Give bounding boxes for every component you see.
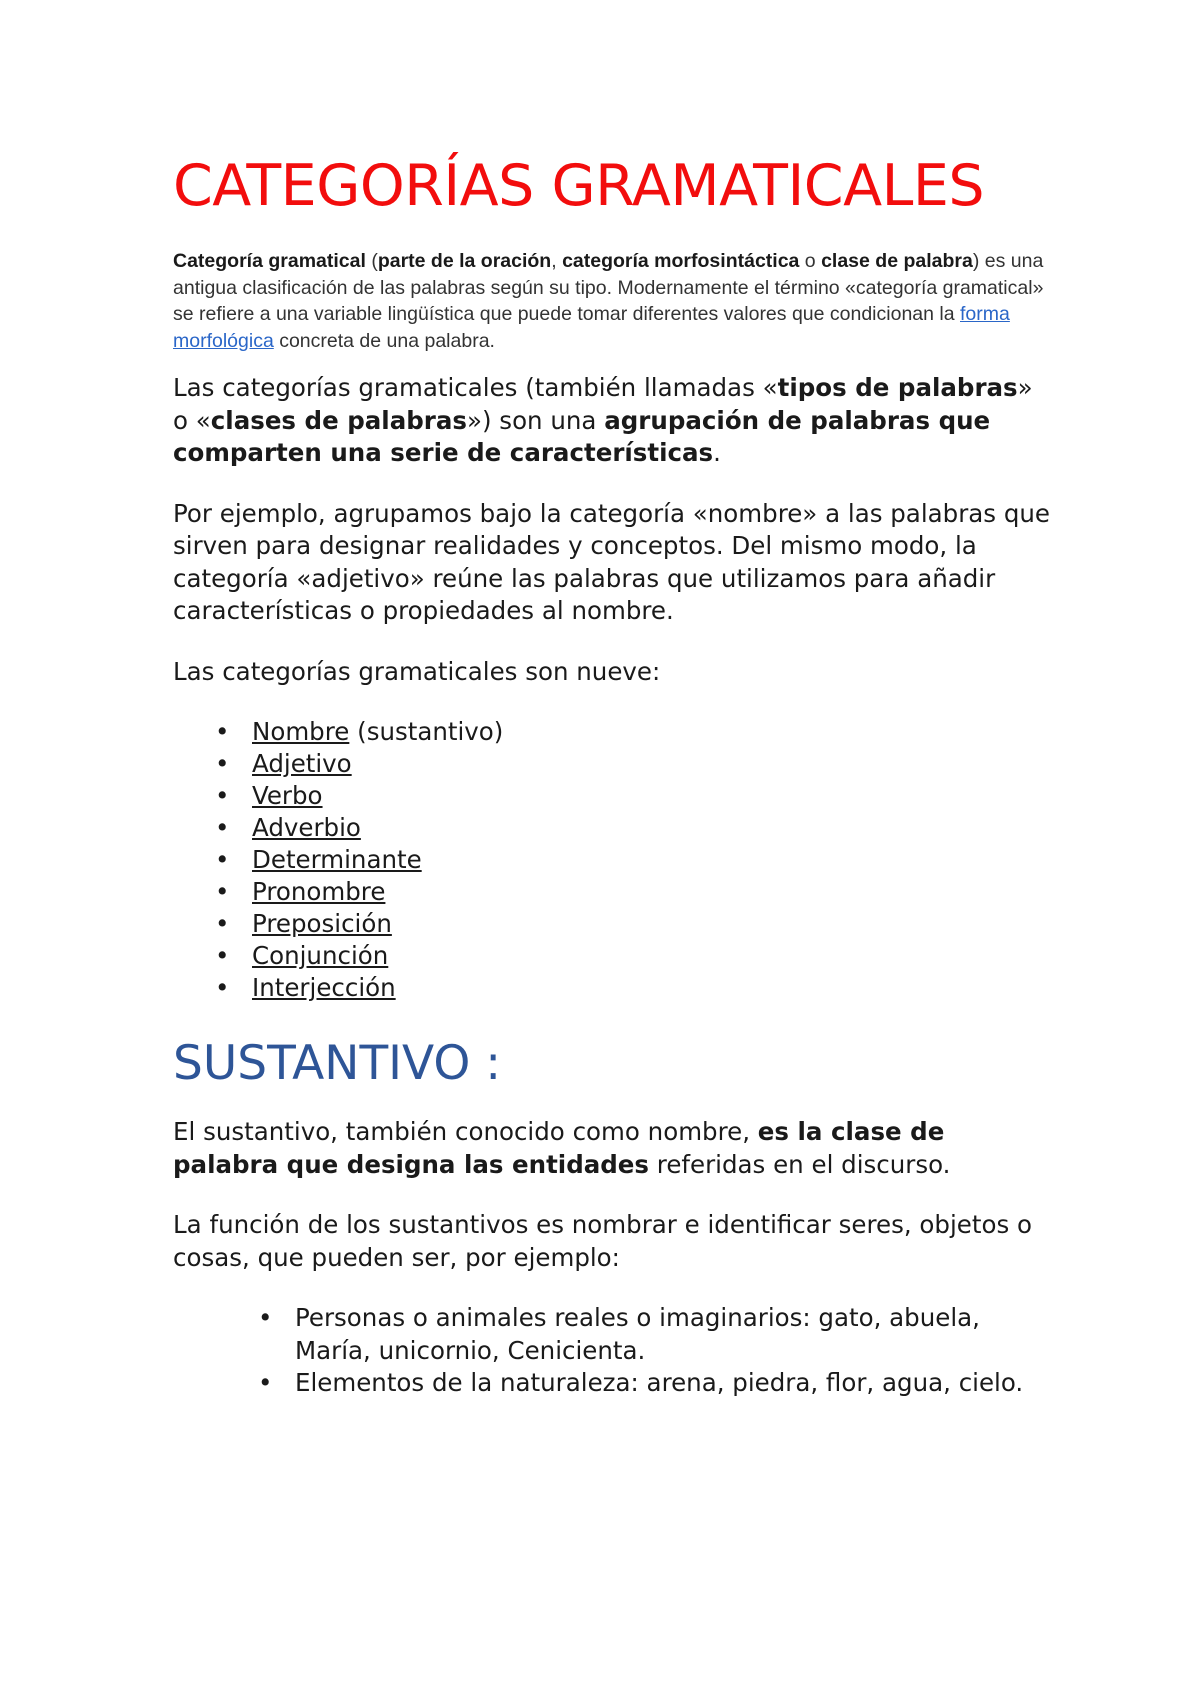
category-link-interjeccion[interactable]: Interjección bbox=[252, 973, 396, 1002]
list-item bbox=[252, 780, 1053, 812]
examples-list bbox=[173, 1302, 1035, 1400]
section-title-sustantivo: SUSTANTIVO : bbox=[173, 1036, 502, 1091]
list-item bbox=[252, 972, 1053, 1004]
forma-morfologica-link[interactable]: forma morfológica bbox=[173, 303, 1010, 352]
definition-paragraph: Las categorías gramaticales (también llamadas «tipos de palabras» o «clases de palabras») son una agrupación de palabras que comparten una serie de características. bbox=[173, 373, 1033, 467]
category-link-preposicion[interactable]: Preposición bbox=[252, 909, 392, 938]
category-link-adverbio[interactable]: Adverbio bbox=[252, 813, 361, 842]
example-paragraph: Por ejemplo, agrupamos bajo la categoría «nombre» a las palabras que sirven para designar realidades y conceptos. Del mismo modo, la categoría «adjetivo» reúne las palabras que utilizamos para añadir características o propiedades al nombre. bbox=[173, 498, 1050, 625]
category-link-conjuncion[interactable]: Conjunción bbox=[252, 941, 389, 970]
list-item bbox=[252, 844, 1053, 876]
list-item bbox=[252, 748, 1053, 780]
intro-bold-term: Categoría gramatical bbox=[173, 250, 366, 272]
list-item: • Elementos de la naturaleza: arena, piedra, flor, agua, cielo. bbox=[295, 1367, 1035, 1400]
category-link-verbo[interactable]: Verbo bbox=[252, 781, 323, 810]
category-link-adjetivo[interactable]: Adjetivo bbox=[252, 749, 352, 778]
category-link-nombre[interactable]: Nombre bbox=[252, 717, 350, 746]
list-item bbox=[252, 812, 1053, 844]
sustantivo-function: La función de los sustantivos es nombrar e identificar seres, objetos o cosas, que pueden ser, por ejemplo: bbox=[173, 1210, 1032, 1272]
list-item bbox=[252, 908, 1053, 940]
list-item bbox=[252, 876, 1053, 908]
intro-paragraph: Categoría gramatical (parte de la oración, categoría morfosintáctica o clase de palabra) es una antigua clasificación de las palabras según su tipo. Modernamente el término «categoría gramatical» se refiere a una variable lingüística que puede tomar diferentes valores que condicionan la forma morfológica concreta de una palabra. bbox=[173, 250, 1044, 352]
page-title: CATEGORÍAS GRAMATICALES bbox=[173, 153, 985, 219]
list-item: • Nombre (sustantivo) bbox=[252, 716, 1053, 748]
category-link-pronombre[interactable]: Pronombre bbox=[252, 877, 386, 906]
categories-list bbox=[173, 716, 1053, 1004]
document-content bbox=[173, 150, 1053, 1400]
list-item bbox=[252, 940, 1053, 972]
list-item: • Personas o animales reales o imaginarios: gato, abuela, María, unicornio, Cenicienta. bbox=[295, 1302, 1035, 1367]
sustantivo-definition: El sustantivo, también conocido como nombre, es la clase de palabra que designa las entidades referidas en el discurso. bbox=[173, 1117, 951, 1179]
categories-intro: Las categorías gramaticales son nueve: bbox=[173, 656, 661, 686]
category-link-determinante[interactable]: Determinante bbox=[252, 845, 422, 874]
